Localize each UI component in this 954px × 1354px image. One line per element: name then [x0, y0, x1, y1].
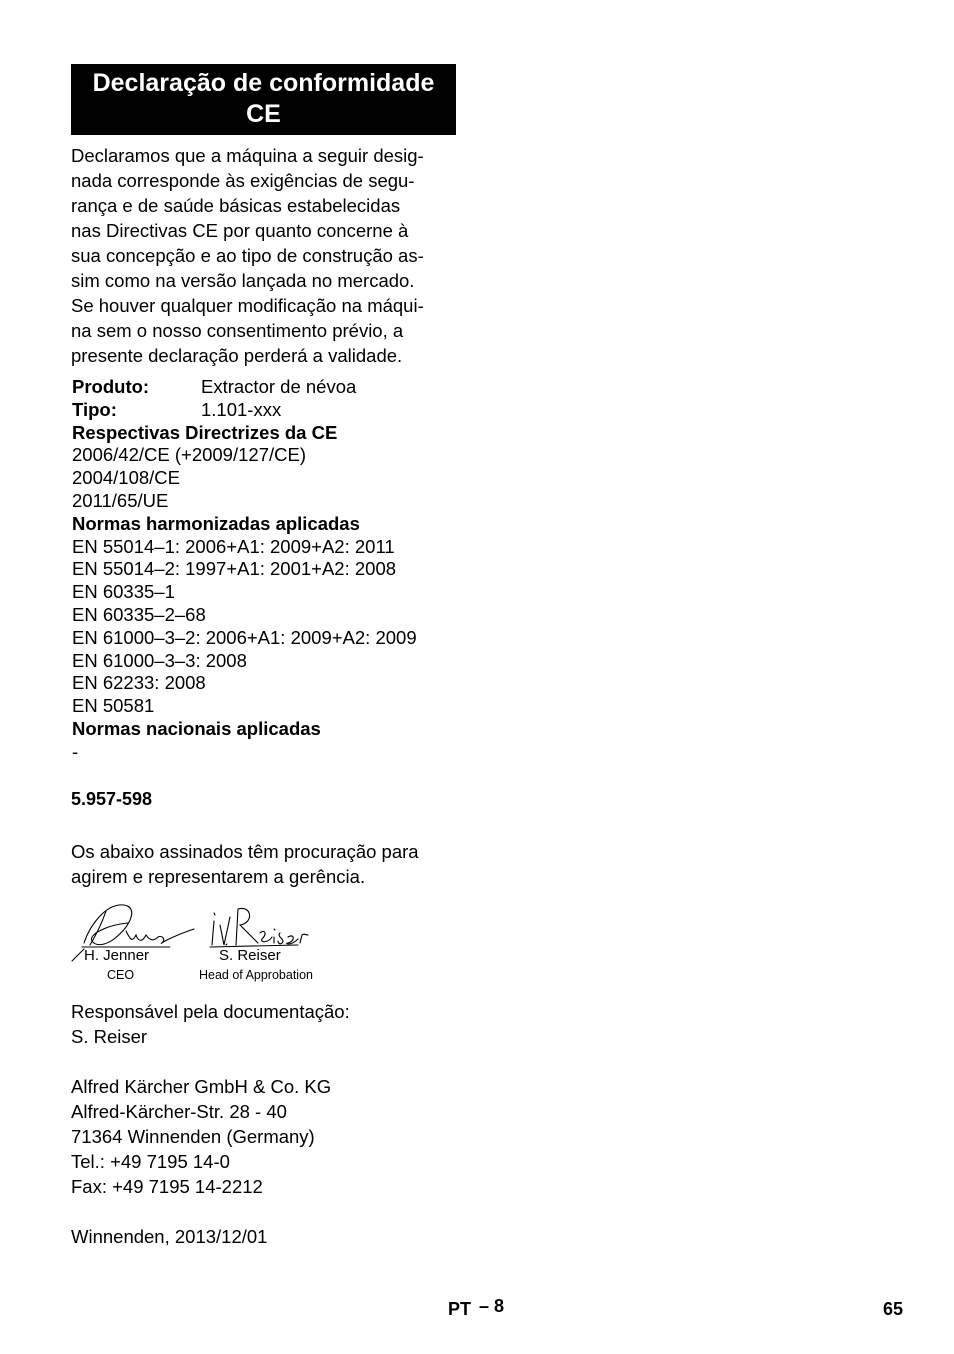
- signatory-name: S. Reiser: [219, 947, 281, 964]
- harmonized-heading: Normas harmonizadas aplicadas: [72, 512, 360, 534]
- standard-item: EN 50581: [72, 695, 155, 717]
- specifications: [72, 376, 472, 764]
- intro-line: rança e de saúde básicas estabelecidas: [71, 195, 401, 216]
- intro-line: presente declaração perderá a validade.: [71, 345, 403, 366]
- product-row: [72, 376, 472, 399]
- page-title: [71, 64, 456, 135]
- footer-lang: PT: [448, 1299, 472, 1319]
- authorization-line: Os abaixo assinados têm procuração para: [71, 841, 419, 862]
- authorization-text: [71, 839, 419, 889]
- intro-line: sim como na versão lançada no mercado.: [71, 270, 415, 291]
- page-number: 65: [883, 1299, 904, 1319]
- intro-line: nas Directivas CE por quanto concerne à: [71, 220, 409, 241]
- signature-block: [66, 895, 346, 990]
- address-line: Alfred Kärcher GmbH & Co. KG: [71, 1076, 332, 1097]
- standard-item: EN 60335–2–68: [72, 603, 206, 625]
- address-line: 71364 Winnenden (Germany): [71, 1126, 315, 1147]
- footer-subpage: – 8: [479, 1296, 505, 1316]
- directive-item: 2004/108/CE: [72, 467, 181, 489]
- documentation-label: Responsável pela documentação:: [71, 1001, 350, 1022]
- title-line-1: Declaração de conformidade: [92, 69, 435, 97]
- product-value: Extractor de névoa: [201, 376, 357, 397]
- signatory-role: CEO: [107, 968, 135, 982]
- national-heading: Normas nacionais aplicadas: [72, 717, 321, 739]
- national-value: -: [72, 740, 79, 762]
- directive-item: 2006/42/CE (+2009/127/CE): [72, 444, 306, 466]
- address-line: Fax: +49 7195 14-2212: [71, 1176, 263, 1197]
- place-date: Winnenden, 2013/12/01: [71, 1226, 268, 1247]
- signatory-name: H. Jenner: [84, 947, 150, 964]
- documentation-name: S. Reiser: [71, 1026, 148, 1047]
- product-label: Produto:: [72, 376, 150, 397]
- directive-item: 2011/65/UE: [72, 489, 169, 511]
- type-value: 1.101-xxx: [201, 398, 282, 420]
- company-address: [71, 1074, 331, 1199]
- standard-item: EN 55014–2: 1997+A1: 2001+A2: 2008: [72, 558, 397, 580]
- standard-item: EN 55014–1: 2006+A1: 2009+A2: 2011: [72, 535, 395, 557]
- documentation-responsible: [71, 999, 350, 1049]
- intro-line: na sem o nosso consentimento prévio, a: [71, 320, 404, 341]
- type-label: Tipo:: [72, 398, 117, 420]
- title-line-2: CE: [246, 100, 281, 128]
- document-code: 5.957-598: [71, 789, 153, 809]
- address-line: Tel.: +49 7195 14-0: [71, 1151, 230, 1172]
- intro-line: Declaramos que a máquina a seguir desig-: [71, 145, 424, 166]
- authorization-line: agirem e representarem a gerência.: [71, 866, 366, 887]
- standard-item: EN 61000–3–2: 2006+A1: 2009+A2: 2009: [72, 626, 417, 648]
- intro-line: sua concepção e ao tipo de construção as-: [71, 245, 424, 266]
- address-line: Alfred-Kärcher-Str. 28 - 40: [71, 1101, 287, 1122]
- standard-item: EN 62233: 2008: [72, 672, 206, 694]
- declaration-intro: [71, 143, 466, 368]
- footer-language: [448, 1296, 505, 1320]
- signatory-role: Head of Approbation: [199, 968, 313, 982]
- standard-item: EN 61000–3–3: 2008: [72, 649, 247, 671]
- directives-heading: Respectivas Directrizes da CE: [72, 421, 338, 443]
- intro-line: Se houver qualquer modificação na máqui-: [71, 295, 424, 316]
- intro-line: nada corresponde às exigências de segu-: [71, 170, 415, 191]
- type-row: [72, 399, 472, 422]
- standard-item: EN 60335–1: [72, 581, 175, 603]
